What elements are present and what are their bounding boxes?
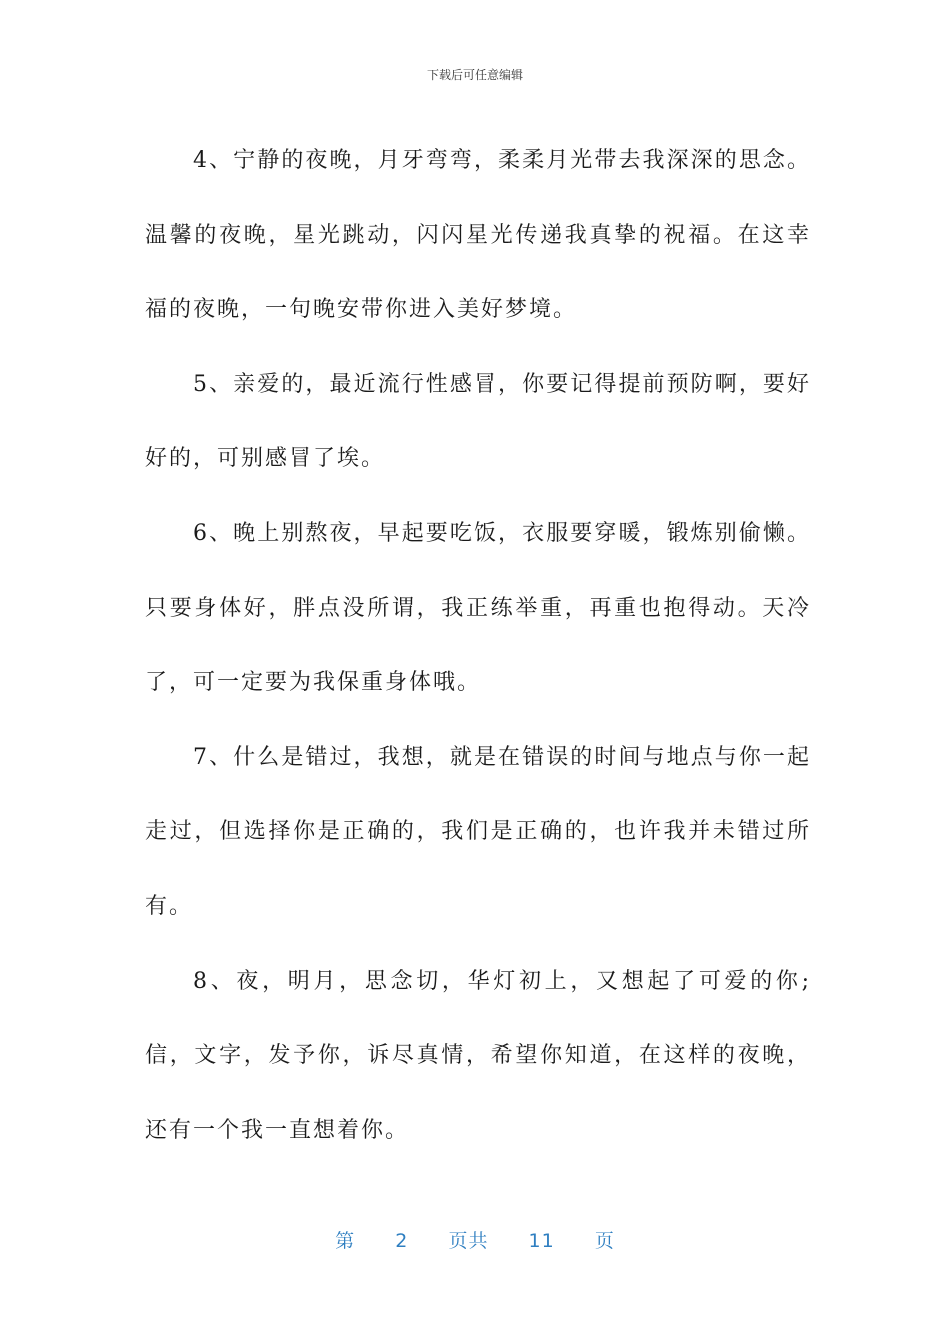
footer-middle: 页共	[448, 1230, 489, 1252]
paragraph-5: 5、亲爱的，最近流行性感冒，你要记得提前预防啊，要好好的，可别感冒了埃。	[145, 371, 811, 472]
footer-suffix: 页	[594, 1230, 615, 1252]
paragraph-4: 4、宁静的夜晚，月牙弯弯，柔柔月光带去我深深的思念。温馨的夜晚，星光跳动，闪闪星光传递我真挚的祝福。在这幸福的夜晚，一句晚安带你进入美好梦境。	[145, 148, 811, 323]
footer-total-pages: 11	[528, 1230, 555, 1252]
document-body	[145, 124, 811, 1168]
footer-prefix: 第	[335, 1230, 356, 1252]
paragraph-6: 6、晚上别熬夜，早起要吃饭，衣服要穿暖，锻炼别偷懒。只要身体好，胖点没所谓，我正练举重，再重也抱得动。天冷了，可一定要为我保重身体哦。	[145, 520, 811, 696]
footer-current-page: 2	[395, 1230, 409, 1252]
paragraph-8: 8、夜，明月，思念切，华灯初上，又想起了可爱的你;信，文字，发予你，诉尽真情，希望你知道，在这样的夜晚，还有一个我一直想着你。	[145, 968, 811, 1143]
paragraph-7: 7、什么是错过，我想，就是在错误的时间与地点与你一起走过，但选择你是正确的，我们是正确的，也许我并未错过所有。	[145, 744, 811, 919]
page-footer	[0, 1226, 950, 1253]
page-header: 下载后可任意编辑	[426, 68, 523, 82]
